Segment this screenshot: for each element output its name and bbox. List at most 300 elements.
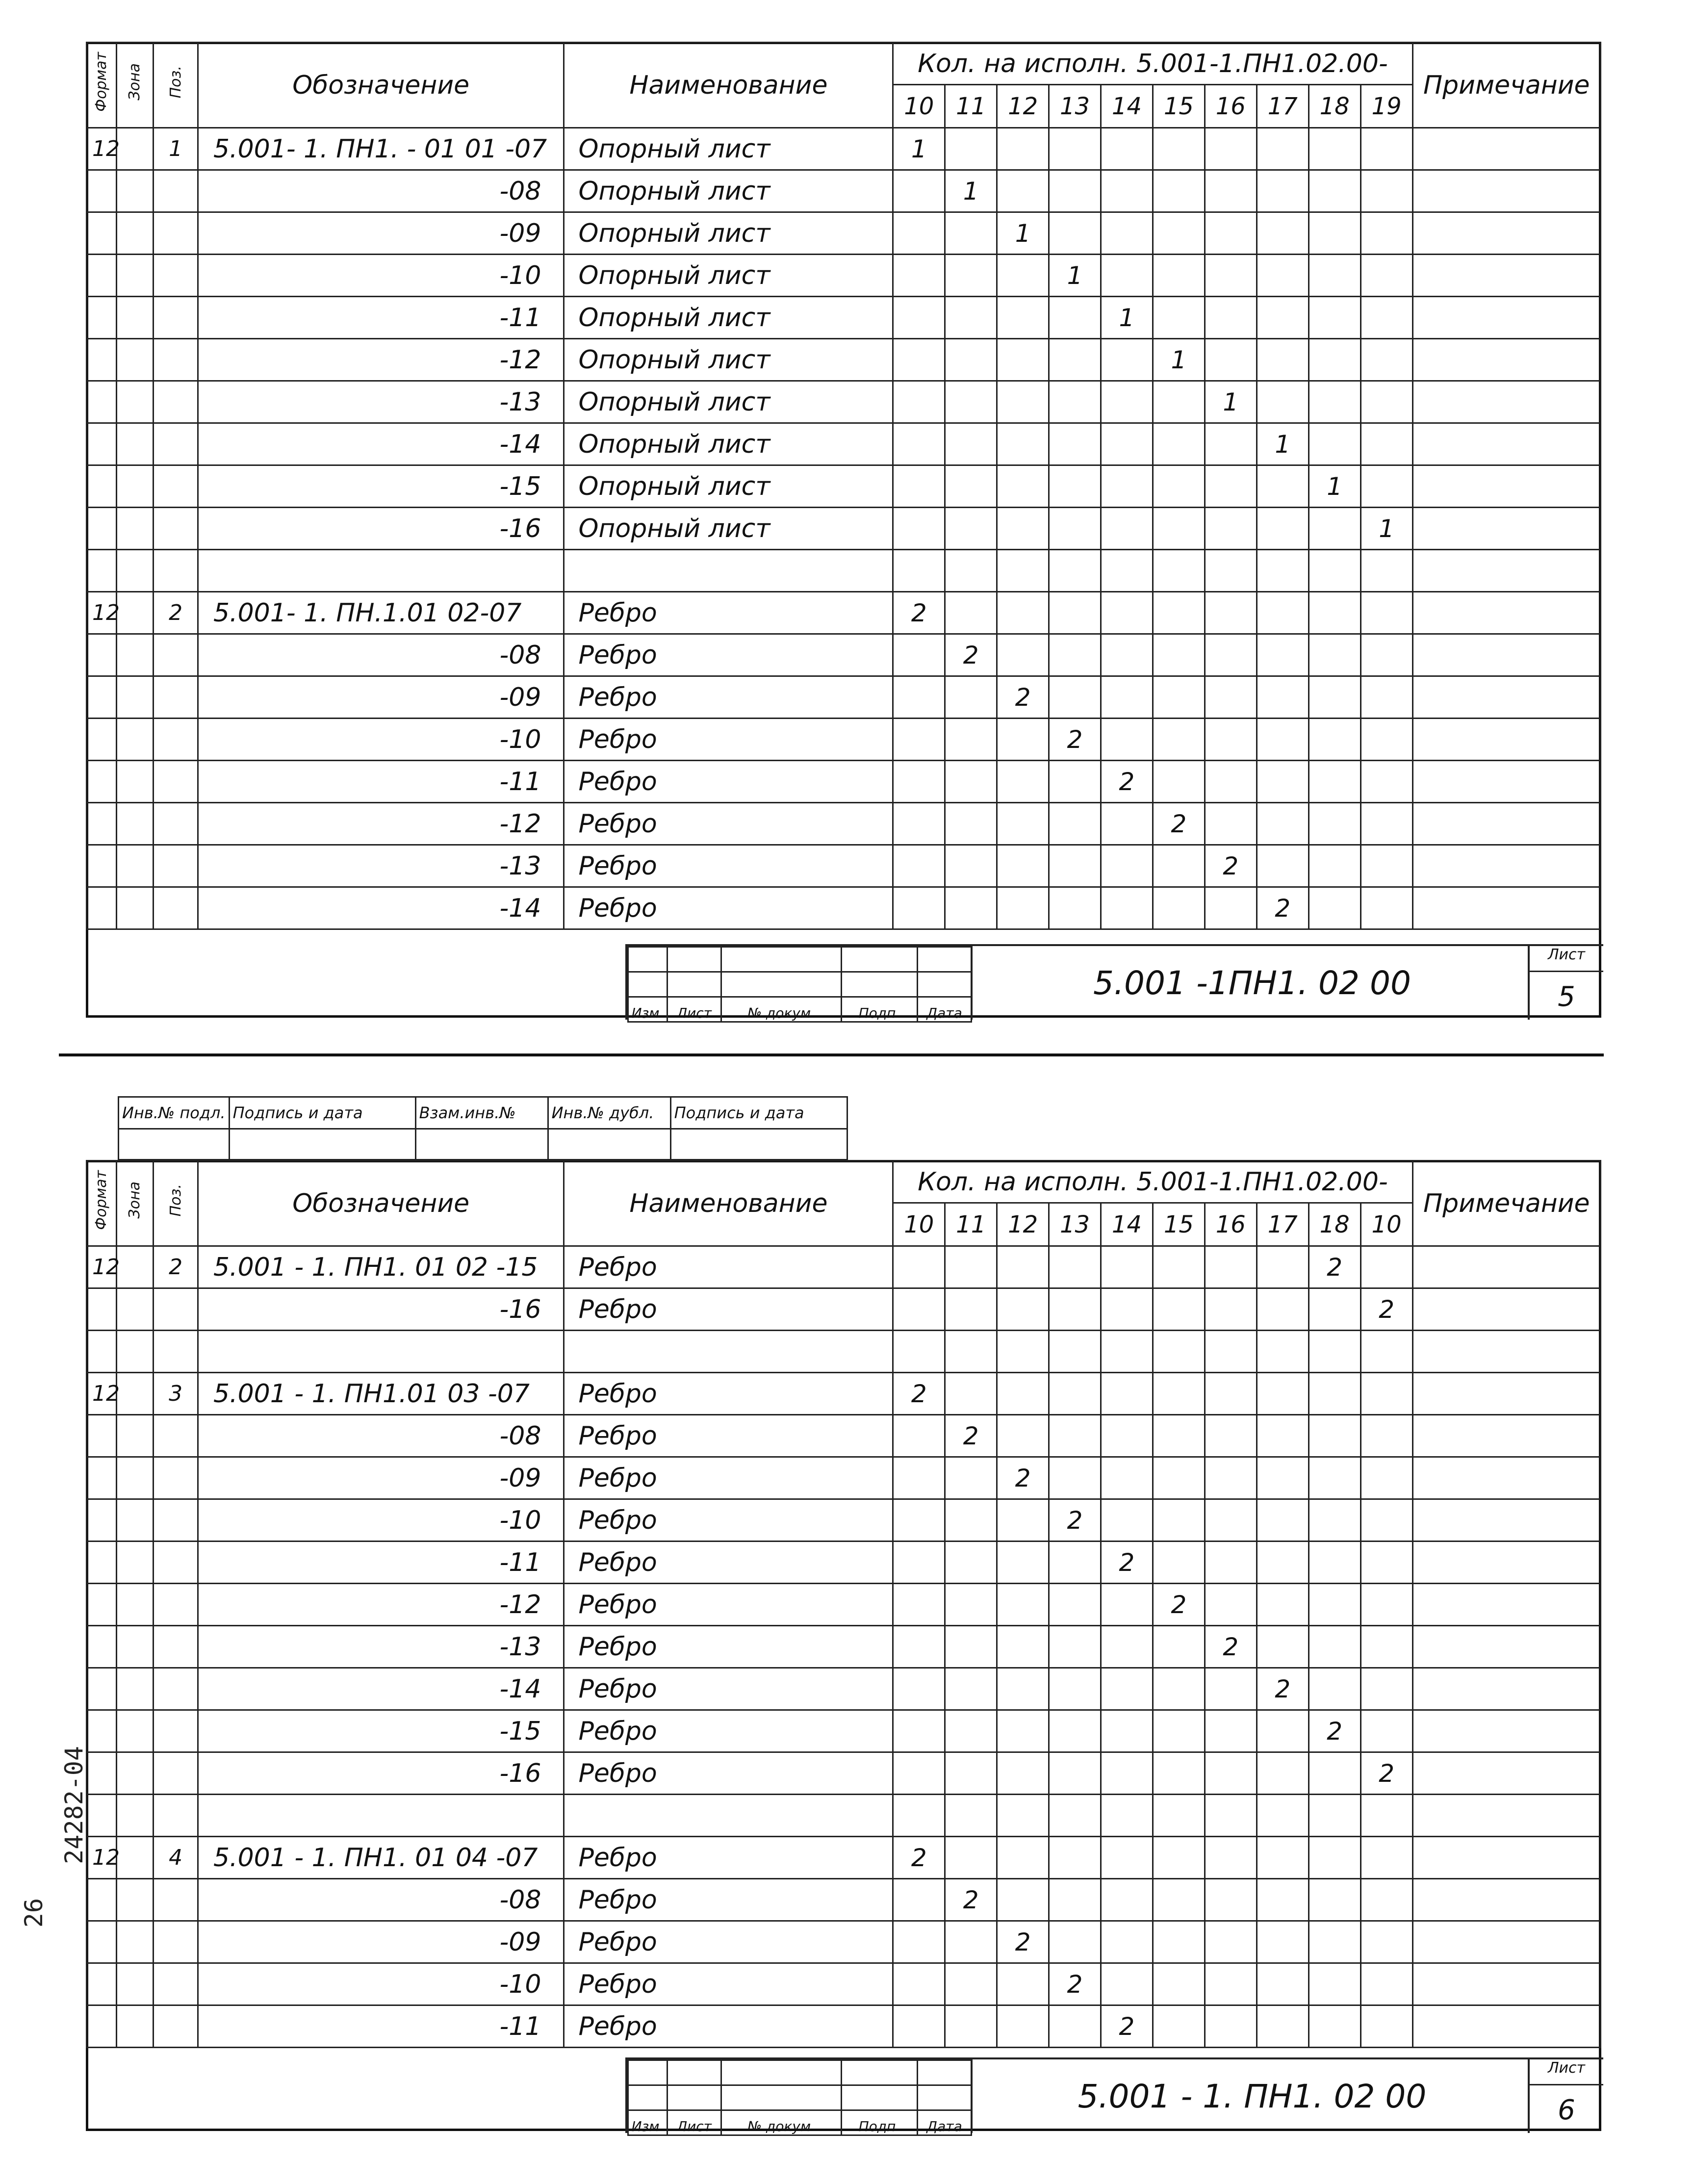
quantity-cell (1360, 845, 1412, 887)
note-cell (1412, 423, 1600, 465)
position-cell: 3 (154, 1373, 198, 1415)
quantity-cell (1153, 1963, 1205, 2005)
quantity-cell (997, 1668, 1049, 1710)
position-cell (154, 1626, 198, 1668)
designation-cell: -14 (198, 423, 564, 465)
quantity-cell (1309, 255, 1360, 297)
quantity-cell (1309, 761, 1360, 803)
quantity-cell (1360, 381, 1412, 423)
quantity-cell (1360, 1373, 1412, 1415)
format-cell (87, 297, 117, 339)
quantity-cell (1101, 381, 1153, 423)
quantity-cell (997, 803, 1049, 845)
quantity-cell (1153, 255, 1205, 297)
note-cell (1412, 381, 1600, 423)
quantity-cell (1205, 1795, 1257, 1837)
archive-page-number: 26 (20, 1898, 48, 1928)
note-cell (1412, 803, 1600, 845)
table-row (87, 1921, 1601, 1963)
quantity-cell (1205, 339, 1257, 381)
table-row (87, 1542, 1601, 1584)
quantity-cell (1153, 1837, 1205, 1879)
position-cell (154, 170, 198, 212)
name-cell: Ребро (564, 1415, 893, 1457)
format-cell: 12 (87, 592, 117, 634)
quantity-cell (1049, 1415, 1101, 1457)
quantity-cell (997, 719, 1049, 761)
quantity-cell (1101, 170, 1153, 212)
name-cell: Ребро (564, 1752, 893, 1795)
quantity-cell (1049, 465, 1101, 508)
zone-cell (116, 887, 154, 929)
note-cell (1412, 212, 1600, 255)
title-block-label: Лист (667, 2110, 721, 2135)
quantity-cell (1153, 2005, 1205, 2048)
quantity-cell: 2 (1257, 887, 1309, 929)
quantity-cell (997, 1710, 1049, 1752)
quantity-cell (1153, 465, 1205, 508)
name-cell: Ребро (564, 1710, 893, 1752)
quantity-cell (945, 1542, 997, 1584)
quantity-cell (1205, 1921, 1257, 1963)
quantity-cell (1309, 381, 1360, 423)
quantity-cell (1153, 1710, 1205, 1752)
quantity-cell (1257, 845, 1309, 887)
variant-header: 11 (945, 85, 997, 128)
name-cell: Опорный лист (564, 128, 893, 170)
position-cell (154, 1710, 198, 1752)
quantity-cell (1257, 634, 1309, 676)
quantity-cell (1205, 719, 1257, 761)
quantity-cell: 1 (1205, 381, 1257, 423)
table-row (87, 423, 1601, 465)
quantity-cell (893, 803, 945, 845)
name-cell: Ребро (564, 1542, 893, 1584)
position-cell (154, 1795, 198, 1837)
quantity-cell (1360, 1542, 1412, 1584)
quantity-cell (1309, 550, 1360, 592)
name-cell: Ребро (564, 803, 893, 845)
quantity-cell (1049, 381, 1101, 423)
quantity-cell (1257, 1331, 1309, 1373)
table-row (87, 339, 1601, 381)
position-cell (154, 381, 198, 423)
quantity-cell: 1 (1257, 423, 1309, 465)
name-cell: Ребро (564, 761, 893, 803)
variant-header: 14 (1101, 1203, 1153, 1246)
table-row (87, 592, 1601, 634)
quantity-cell (997, 845, 1049, 887)
quantity-cell (1309, 1457, 1360, 1499)
quantity-cell (893, 1795, 945, 1837)
quantity-cell: 2 (997, 1921, 1049, 1963)
quantity-cell (893, 1457, 945, 1499)
quantity-cell (997, 170, 1049, 212)
specification-sheet-6 (86, 1160, 1601, 2134)
quantity-cell (1049, 1668, 1101, 1710)
designation-cell: -15 (198, 465, 564, 508)
format-cell (87, 719, 117, 761)
quantity-cell (1101, 719, 1153, 761)
quantity-cell (1205, 297, 1257, 339)
quantity-cell (1360, 676, 1412, 719)
zone-cell (116, 423, 154, 465)
position-cell (154, 1668, 198, 1710)
quantity-cell (1309, 1415, 1360, 1457)
title-block-label: Подп. (842, 2110, 918, 2135)
quantity-cell: 2 (945, 634, 997, 676)
table-row (87, 1879, 1601, 1921)
quantity-cell (1257, 1584, 1309, 1626)
quantity-cell (1049, 128, 1101, 170)
designation-cell: 5.001- 1. ПН.1.01 02-07 (198, 592, 564, 634)
designation-cell: -13 (198, 1626, 564, 1668)
quantity-cell (1101, 1795, 1153, 1837)
format-cell (87, 1921, 117, 1963)
position-cell (154, 719, 198, 761)
designation-cell: -12 (198, 803, 564, 845)
name-cell: Ребро (564, 1879, 893, 1921)
quantity-cell (1309, 1879, 1360, 1921)
quantity-cell (1360, 1499, 1412, 1542)
quantity-cell (1309, 1752, 1360, 1795)
quantity-cell (1153, 1752, 1205, 1795)
quantity-cell (1205, 1373, 1257, 1415)
variant-header: 10 (893, 85, 945, 128)
quantity-cell (1257, 761, 1309, 803)
quantity-cell (1257, 1373, 1309, 1415)
quantity-cell (1309, 1795, 1360, 1837)
quantity-cell (1257, 1499, 1309, 1542)
quantity-cell (1049, 1584, 1101, 1626)
zone-cell (116, 845, 154, 887)
quantity-cell: 1 (1309, 465, 1360, 508)
quantity-cell (1153, 1331, 1205, 1373)
position-cell (154, 2005, 198, 2048)
note-cell (1412, 719, 1600, 761)
quantity-cell (945, 1752, 997, 1795)
quantity-cell (1205, 634, 1257, 676)
zone-cell (116, 1626, 154, 1668)
quantity-cell (945, 297, 997, 339)
quantity-cell (1049, 1457, 1101, 1499)
quantity-cell (1360, 212, 1412, 255)
quantity-cell: 2 (1153, 1584, 1205, 1626)
quantity-cell (997, 508, 1049, 550)
name-cell: Ребро (564, 1921, 893, 1963)
position-cell: 1 (154, 128, 198, 170)
note-cell (1412, 592, 1600, 634)
quantity-cell (1153, 887, 1205, 929)
stamp-label: Взам.инв.№ (415, 1097, 548, 1129)
title-block-label: Подп. (842, 997, 918, 1022)
quantity-cell (1101, 845, 1153, 887)
note-cell (1412, 634, 1600, 676)
quantity-cell (1360, 1963, 1412, 2005)
format-cell (87, 1584, 117, 1626)
designation-cell: -10 (198, 255, 564, 297)
quantity-cell (1153, 550, 1205, 592)
table-row (87, 1584, 1601, 1626)
quantity-cell (1257, 1752, 1309, 1795)
name-cell: Ребро (564, 1963, 893, 2005)
format-cell: 12 (87, 1246, 117, 1288)
quantity-cell (1257, 803, 1309, 845)
name-cell: Ребро (564, 1668, 893, 1710)
table-row (87, 1331, 1601, 1373)
quantity-cell (1153, 719, 1205, 761)
name-cell: Ребро (564, 1499, 893, 1542)
quantity-cell (1101, 423, 1153, 465)
designation-cell: -11 (198, 2005, 564, 2048)
quantity-cell (893, 1626, 945, 1668)
format-cell (87, 761, 117, 803)
table-row (87, 1837, 1601, 1879)
quantity-cell: 2 (1309, 1710, 1360, 1752)
zone-cell (116, 1331, 154, 1373)
note-cell (1412, 845, 1600, 887)
quantity-cell (1205, 1710, 1257, 1752)
quantity-cell (1360, 1584, 1412, 1626)
quantity-cell (997, 2005, 1049, 2048)
quantity-cell (1101, 1710, 1153, 1752)
quantity-cell: 2 (893, 1837, 945, 1879)
format-cell (87, 803, 117, 845)
zone-cell (116, 297, 154, 339)
quantity-cell (997, 1499, 1049, 1542)
name-cell: Ребро (564, 634, 893, 676)
name-cell: Ребро (564, 592, 893, 634)
table-row (87, 2005, 1601, 2048)
quantity-cell (945, 592, 997, 634)
quantity-cell (997, 761, 1049, 803)
designation-cell: -08 (198, 634, 564, 676)
name-header: Наименование (564, 1161, 893, 1246)
quantity-cell (1049, 508, 1101, 550)
quantity-cell (1360, 592, 1412, 634)
quantity-cell (1309, 1499, 1360, 1542)
title-block-label: Дата (918, 2110, 972, 2135)
sheet-label: Лист (1530, 2059, 1603, 2085)
quantity-cell (1205, 1499, 1257, 1542)
designation-cell: -14 (198, 1668, 564, 1710)
position-cell (154, 1542, 198, 1584)
name-cell: Ребро (564, 887, 893, 929)
revision-grid (627, 946, 972, 1023)
note-cell (1412, 761, 1600, 803)
position-cell (154, 423, 198, 465)
quantity-cell (1360, 170, 1412, 212)
sheet-label: Лист (1530, 946, 1603, 972)
designation-cell: 5.001 - 1. ПН1.01 03 -07 (198, 1373, 564, 1415)
document-code: 5.001 -1ПН1. 02 00 (971, 946, 1532, 1020)
quantity-cell (997, 634, 1049, 676)
quantity-cell (945, 887, 997, 929)
designation-cell: -09 (198, 1457, 564, 1499)
quantity-cell (893, 1668, 945, 1710)
quantity-cell (945, 339, 997, 381)
quantity-cell (1101, 1837, 1153, 1879)
quantity-cell: 2 (945, 1879, 997, 1921)
quantity-cell (1257, 170, 1309, 212)
quantity-cell (893, 1331, 945, 1373)
quantity-cell (1360, 550, 1412, 592)
quantity-cell (945, 1963, 997, 2005)
position-cell (154, 508, 198, 550)
zone-cell (116, 1499, 154, 1542)
zone-header: Зона (116, 43, 154, 128)
specification-sheet-5 (86, 42, 1601, 1021)
zone-cell (116, 1921, 154, 1963)
variant-header: 13 (1049, 85, 1101, 128)
name-cell (564, 1331, 893, 1373)
quantity-cell (893, 1921, 945, 1963)
format-cell (87, 255, 117, 297)
quantity-cell (945, 1457, 997, 1499)
quantity-cell (997, 1331, 1049, 1373)
quantity-cell (893, 634, 945, 676)
quantity-cell (997, 297, 1049, 339)
quantity-cell (1205, 550, 1257, 592)
quantity-cell (893, 465, 945, 508)
quantity-cell (1101, 1879, 1153, 1921)
quantity-cell: 2 (1101, 1542, 1153, 1584)
variant-header: 11 (945, 1203, 997, 1246)
quantity-cell (1049, 803, 1101, 845)
designation-cell: -16 (198, 508, 564, 550)
quantity-cell (893, 1879, 945, 1921)
quantity-cell (1153, 508, 1205, 550)
quantity-cell (1101, 1668, 1153, 1710)
zone-cell (116, 465, 154, 508)
quantity-cell (1049, 1246, 1101, 1288)
quantity-cell (1205, 423, 1257, 465)
quantity-cell (945, 508, 997, 550)
format-cell: 12 (87, 1373, 117, 1415)
quantity-cell (1049, 634, 1101, 676)
quantity-cell (1309, 803, 1360, 845)
quantity-cell (1101, 887, 1153, 929)
note-cell (1412, 1246, 1600, 1288)
table-row (87, 1373, 1601, 1415)
stamp-label: Подпись и дата (229, 1097, 415, 1129)
position-cell (154, 803, 198, 845)
note-cell (1412, 1626, 1600, 1668)
variant-header: 12 (997, 1203, 1049, 1246)
quantity-cell (945, 423, 997, 465)
quantity-cell: 2 (893, 1373, 945, 1415)
quantity-cell (1049, 1837, 1101, 1879)
table-row (87, 845, 1601, 887)
quantity-cell (945, 550, 997, 592)
quantity-cell: 2 (1309, 1246, 1360, 1288)
designation-cell: -09 (198, 676, 564, 719)
quantity-cell (1360, 1246, 1412, 1288)
table-row (87, 719, 1601, 761)
quantity-cell (1049, 845, 1101, 887)
sheet-number: 5 (1558, 980, 1575, 1013)
name-header: Наименование (564, 43, 893, 128)
position-cell (154, 255, 198, 297)
revision-grid (627, 2059, 972, 2136)
quantity-cell: 1 (997, 212, 1049, 255)
zone-cell (116, 1288, 154, 1331)
zone-cell (116, 1415, 154, 1457)
variant-header: 16 (1205, 85, 1257, 128)
position-cell (154, 761, 198, 803)
stamp-label: Инв.№ дубл. (548, 1097, 670, 1129)
quantity-cell (1049, 339, 1101, 381)
position-cell (154, 1288, 198, 1331)
variant-header: 12 (997, 85, 1049, 128)
position-cell (154, 845, 198, 887)
note-cell (1412, 1963, 1600, 2005)
quantity-cell (1205, 255, 1257, 297)
table-row (87, 1457, 1601, 1499)
position-cell (154, 887, 198, 929)
quantity-cell (1101, 255, 1153, 297)
quantity-cell (997, 1584, 1049, 1626)
quantity-cell (1101, 212, 1153, 255)
quantity-cell (945, 1668, 997, 1710)
quantity-cell (945, 1795, 997, 1837)
spec-table (86, 1160, 1601, 2048)
quantity-cell (1257, 1457, 1309, 1499)
table-row (87, 676, 1601, 719)
quantity-cell (1153, 1373, 1205, 1415)
format-cell (87, 1415, 117, 1457)
quantity-cell (893, 2005, 945, 2048)
quantity-cell: 1 (945, 170, 997, 212)
table-row (87, 803, 1601, 845)
note-header: Примечание (1412, 1161, 1600, 1246)
quantity-cell (1309, 423, 1360, 465)
table-row (87, 550, 1601, 592)
zone-cell (116, 339, 154, 381)
position-cell (154, 634, 198, 676)
note-cell (1412, 2005, 1600, 2048)
quantity-cell (1049, 1542, 1101, 1584)
table-row (87, 297, 1601, 339)
quantity-cell (945, 128, 997, 170)
position-cell (154, 339, 198, 381)
position-cell (154, 1584, 198, 1626)
quantity-cell (1205, 887, 1257, 929)
note-cell (1412, 1457, 1600, 1499)
variant-header: 15 (1153, 85, 1205, 128)
quantity-cell (1257, 255, 1309, 297)
designation-header: Обозначение (198, 43, 564, 128)
table-row (87, 1752, 1601, 1795)
quantity-cell (997, 1795, 1049, 1837)
quantity-cell (1257, 1879, 1309, 1921)
quantity-cell (1205, 170, 1257, 212)
quantity-cell (945, 1499, 997, 1542)
designation-cell: -11 (198, 297, 564, 339)
quantity-cell (1360, 1457, 1412, 1499)
stamp-label: Подпись и дата (670, 1097, 847, 1129)
quantity-cell (1049, 1752, 1101, 1795)
zone-cell (116, 212, 154, 255)
quantity-cell (1153, 1499, 1205, 1542)
quantity-cell: 2 (893, 592, 945, 634)
zone-cell (116, 803, 154, 845)
name-cell (564, 550, 893, 592)
quantity-cell (997, 1542, 1049, 1584)
quantity-cell (1205, 2005, 1257, 2048)
position-cell (154, 1415, 198, 1457)
sheet-number: 6 (1558, 2094, 1575, 2126)
